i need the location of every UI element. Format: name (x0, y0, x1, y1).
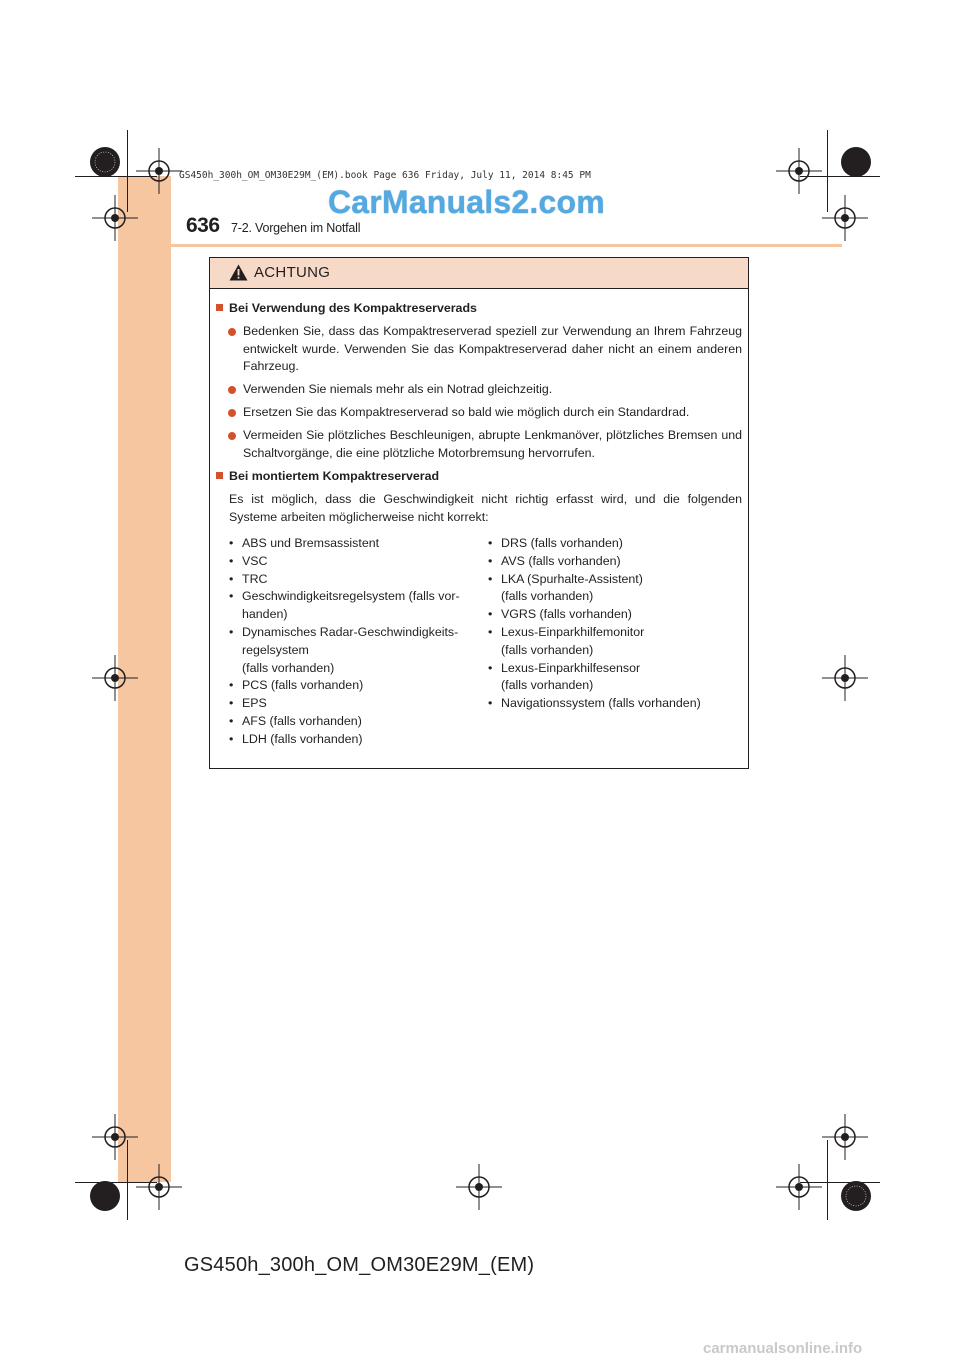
system-item-label: PCS (falls vorhanden) (242, 678, 364, 693)
registration-mark-icon (136, 1164, 182, 1210)
dot-bullet-icon: • (488, 571, 493, 586)
registration-mark-icon (776, 1164, 822, 1210)
system-item-label: Geschwindigkeitsregelsystem (falls vor- handen) (242, 589, 460, 622)
system-item-label: Lexus-Einparkhilfesensor (falls vorhanden) (501, 660, 641, 693)
system-item (229, 553, 479, 571)
system-item-label: EPS (242, 696, 267, 711)
dot-bullet-icon: • (229, 589, 234, 604)
round-bullet-icon (228, 432, 236, 440)
system-item-label: LKA (Spurhalte-Assistent) (falls vorhanden) (501, 571, 643, 604)
registration-mark-icon (92, 655, 138, 701)
round-bullet-icon (228, 386, 236, 394)
registration-mark-icon (136, 148, 182, 194)
system-item-label: AFS (falls vorhanden) (242, 713, 362, 728)
file-info: GS450h_300h_OM_OM30E29M_(EM).book Page 636 Friday, July 11, 2014 8:45 PM (179, 170, 591, 181)
system-item-label: ABS und Bremsassistent (242, 536, 380, 550)
registration-mark-icon (92, 195, 138, 241)
dot-bullet-icon: • (229, 624, 234, 639)
system-item-label: TRC (242, 571, 268, 586)
system-item (229, 713, 479, 731)
registration-mark-icon (822, 655, 868, 701)
system-item-label: DRS (falls vorhanden) (501, 536, 623, 550)
dot-bullet-icon: • (229, 571, 234, 586)
dot-bullet-icon: • (229, 536, 234, 550)
warning-title: ACHTUNG (254, 264, 331, 281)
system-item (488, 624, 738, 660)
list-item: Verwenden Sie niemals mehr als ein Notrad gleichzeitig. (228, 381, 742, 399)
warning-box-header (210, 258, 748, 289)
dot-bullet-icon: • (488, 696, 493, 711)
system-item (229, 588, 479, 624)
list-item: Vermeiden Sie plötzliches Beschleunigen, abrupte Lenkmanöver, plötzliches Bremsen und Schaltvorgänge, die eine plötzliche Motorbremsung hervorrufen. (228, 427, 742, 462)
starburst-mark-icon (840, 1180, 872, 1212)
systems-list-left (229, 535, 479, 749)
dot-bullet-icon: • (229, 553, 234, 568)
list-item: Bedenken Sie, dass das Kompaktreserverad speziell zur Verwendung an Ihrem Fahrzeug entwickelt wurde. Verwenden Sie das Kompaktreserverad daher nicht an einem anderen Fahrzeug. (228, 323, 742, 376)
round-bullet-icon (228, 409, 236, 417)
dot-bullet-icon: • (488, 624, 493, 639)
square-bullet-icon (216, 472, 223, 479)
header-rule (118, 244, 842, 247)
system-item (229, 571, 479, 589)
section-heading-1: Bei Verwendung des Kompaktreserverads (216, 300, 477, 318)
system-item (229, 624, 479, 677)
system-item (488, 695, 738, 713)
section-heading-2: Bei montiertem Kompaktreserverad (216, 468, 439, 486)
registration-mark-icon (822, 195, 868, 241)
dot-bullet-icon: • (488, 607, 493, 622)
list-item: Ersetzen Sie das Kompaktreserverad so bald wie möglich durch ein Standardrad. (228, 404, 742, 422)
dot-mark-icon (840, 146, 872, 178)
dot-bullet-icon: • (488, 553, 493, 568)
warning-box (209, 257, 749, 769)
warning-triangle-icon (229, 264, 248, 281)
watermark-bottom[interactable]: carmanualsonline.info (703, 1340, 863, 1357)
registration-mark-icon (822, 1114, 868, 1160)
round-bullet-icon (228, 328, 236, 336)
section-title: 7-2. Vorgehen im Notfall (231, 221, 361, 235)
system-item (488, 571, 738, 607)
system-item-label: Dynamisches Radar-Geschwindigkeits- regelsystem (falls vorhanden) (242, 624, 459, 675)
system-item (488, 660, 738, 696)
system-item (229, 677, 479, 695)
system-item-label: Lexus-Einparkhilfemonitor (falls vorhanden) (501, 624, 645, 657)
system-item (229, 731, 479, 749)
registration-mark-icon (92, 1114, 138, 1160)
dot-mark-icon (89, 1180, 121, 1212)
system-item-label: VSC (242, 553, 268, 568)
page-number: 636 (186, 214, 220, 237)
registration-mark-icon (456, 1164, 502, 1210)
system-item (488, 535, 738, 553)
system-item (488, 553, 738, 571)
system-item-label: LDH (falls vorhanden) (242, 731, 363, 746)
system-item (229, 535, 479, 553)
system-item-label: AVS (falls vorhanden) (501, 553, 621, 568)
dot-bullet-icon: • (229, 696, 234, 711)
dot-bullet-icon: • (488, 660, 493, 675)
dot-bullet-icon: • (229, 731, 234, 746)
section-paragraph: Es ist möglich, dass die Geschwindigkeit nicht richtig erfasst wird, und die folgenden Systeme arbeiten möglicherweise nicht korrekt: (229, 492, 742, 524)
dot-bullet-icon: • (488, 536, 493, 550)
starburst-mark-icon (89, 146, 121, 178)
system-item-label: VGRS (falls vorhanden) (501, 607, 632, 622)
square-bullet-icon (216, 304, 223, 311)
system-item-label: Navigationssystem (falls vorhanden) (501, 696, 701, 711)
system-item (488, 606, 738, 624)
registration-mark-icon (776, 148, 822, 194)
systems-list-right (488, 535, 738, 713)
manual-code: GS450h_300h_OM_OM30E29M_(EM) (184, 1254, 535, 1276)
dot-bullet-icon: • (229, 713, 234, 728)
dot-bullet-icon: • (229, 678, 234, 693)
system-item (229, 695, 479, 713)
watermark-top[interactable]: CarManuals2.com (328, 184, 605, 220)
